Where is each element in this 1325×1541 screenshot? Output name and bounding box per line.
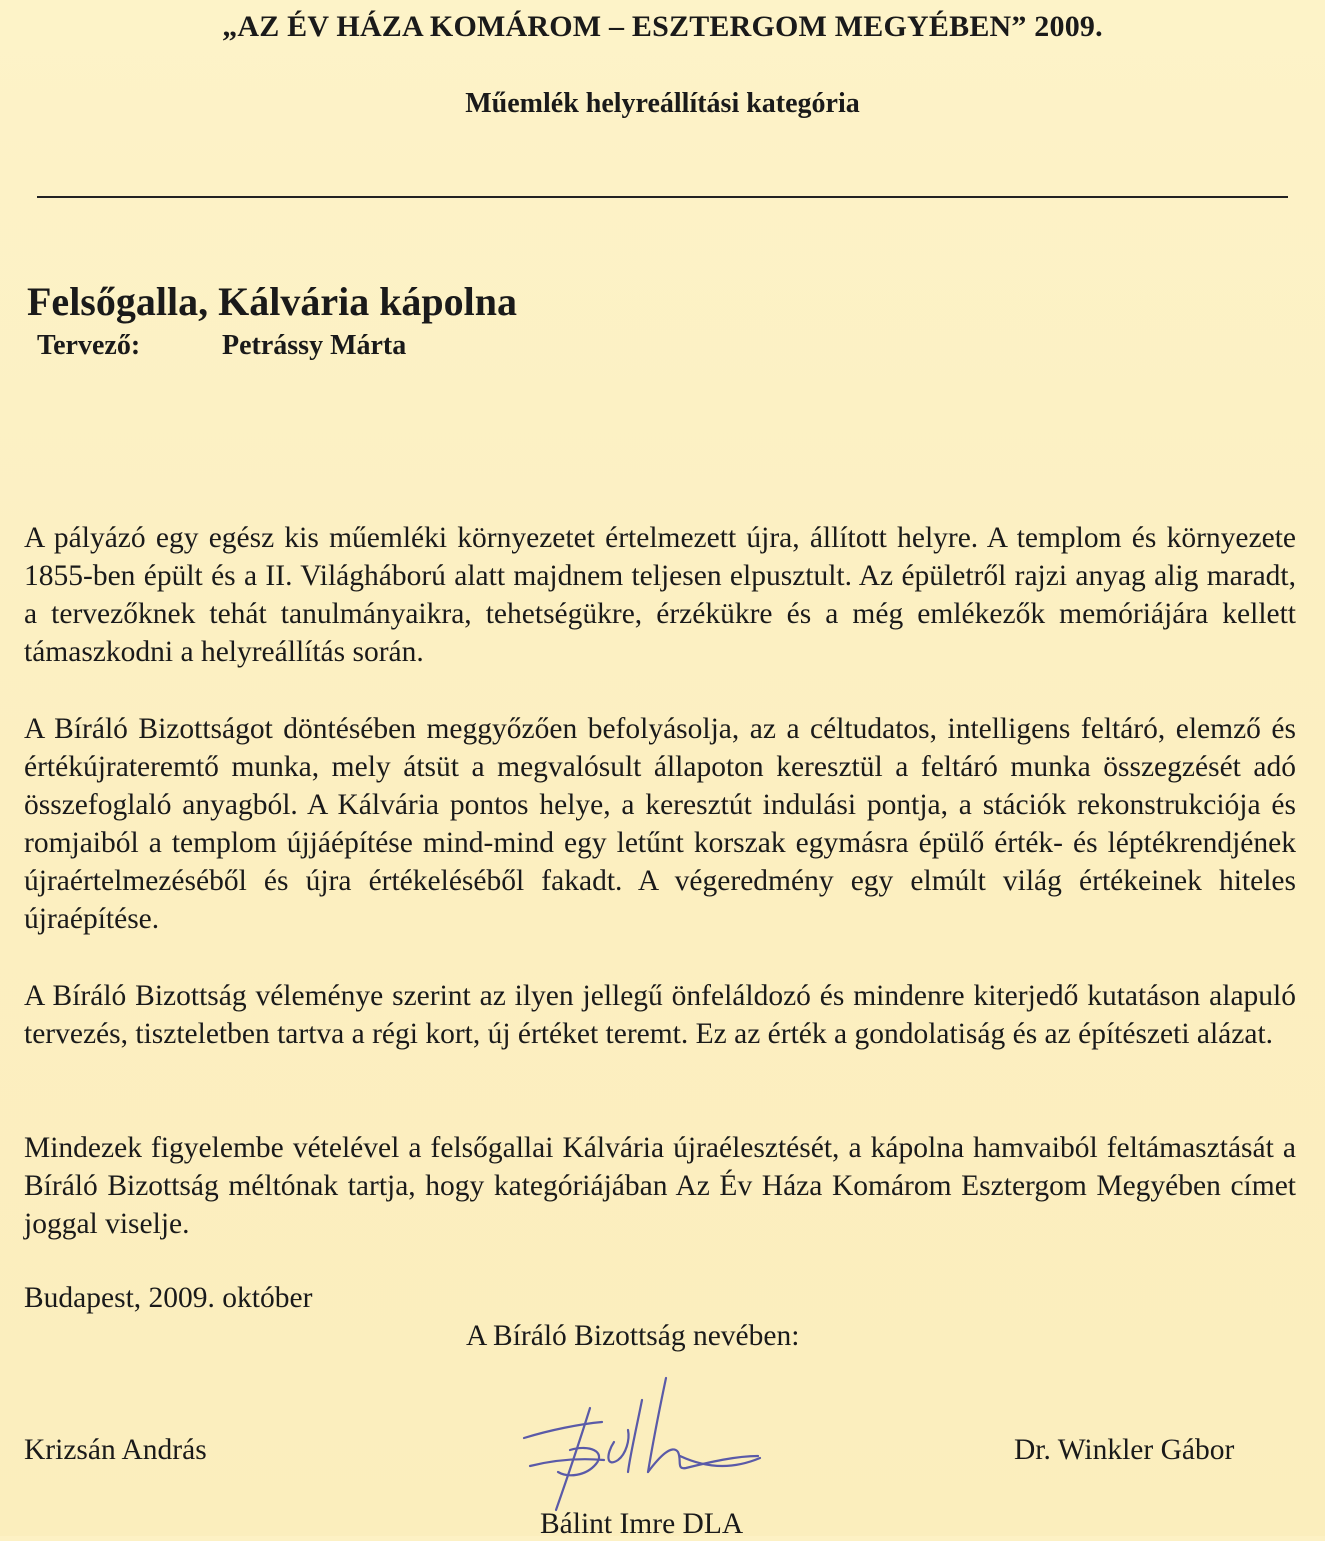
body-paragraph-1: A pályázó egy egész kis műemléki környezetet értelmezett újra, állított helyre. A templom és környezete 1855-ben épült és a II. Világháború alatt majdnem teljesen elpusztult. Az épületről rajzi anyag alig maradt, a tervezőknek tehát tanulmányaikra, tehetségükre, érzékükre és a még emlékezők memóriájára kellett támaszkodni a helyreállítás során. (24, 522, 1296, 668)
category-subtitle: Műemlék helyreállítási kategória (465, 88, 860, 119)
body-paragraph-3: A Bíráló Bizottság véleménye szerint az ilyen jellegű önfeláldozó és mindenre kiterjedő kutatáson alapuló tervezés, tiszteletben tartva a régi kort, új értéket teremt. Ez az érték a gondolatiság és az építészeti alázat. (24, 980, 1296, 1050)
document-title: „AZ ÉV HÁZA KOMÁROM – ESZTERGOM MEGYÉBEN” 2009. (222, 10, 1103, 43)
project-title: Felsőgalla, Kálvária kápolna (27, 279, 518, 324)
designer-label: Tervező: (37, 330, 141, 361)
signatory-left: Krizsán András (24, 1434, 207, 1466)
designer-line (37, 330, 406, 362)
signatory-right: Dr. Winkler Gábor (1014, 1434, 1235, 1466)
body-paragraph-2: A Bíráló Bizottságot döntésében meggyőzően befolyásolja, az a céltudatos, intelligens feltáró, elemző és értékújrateremtő munka, mely átsüt a megvalósult állapoton keresztül a feltáró munka összegzését adó összefoglaló anyagból. A Kálvária pontos helye, a keresztút indulási pontja, a stációk rekonstrukciója és romjaiból a templom újjáépítése mind-mind egy letűnt korszak egymásra épülő érték- és léptékrendjének újraértelmezéséből és újra értékeléséből fakadt. A végeredmény egy elmúlt világ értékeinek hiteles újraépítése. (24, 713, 1296, 935)
designer-name: Petrássy Márta (222, 330, 407, 361)
divider-line (37, 196, 1288, 198)
signatory-center: Bálint Imre DLA (540, 1508, 744, 1540)
place-date: Budapest, 2009. október (24, 1282, 313, 1314)
body-paragraph-4: Mindezek figyelembe vételével a felsőgallai Kálvária újraélesztését, a kápolna hamvaiból feltámasztását a Bíráló Bizottság méltónak tartja, hogy kategóriájában Az Év Háza Komárom Esztergom Megyében címet joggal viselje. (24, 1132, 1296, 1240)
on-behalf-line: A Bíráló Bizottság nevében: (466, 1320, 800, 1352)
